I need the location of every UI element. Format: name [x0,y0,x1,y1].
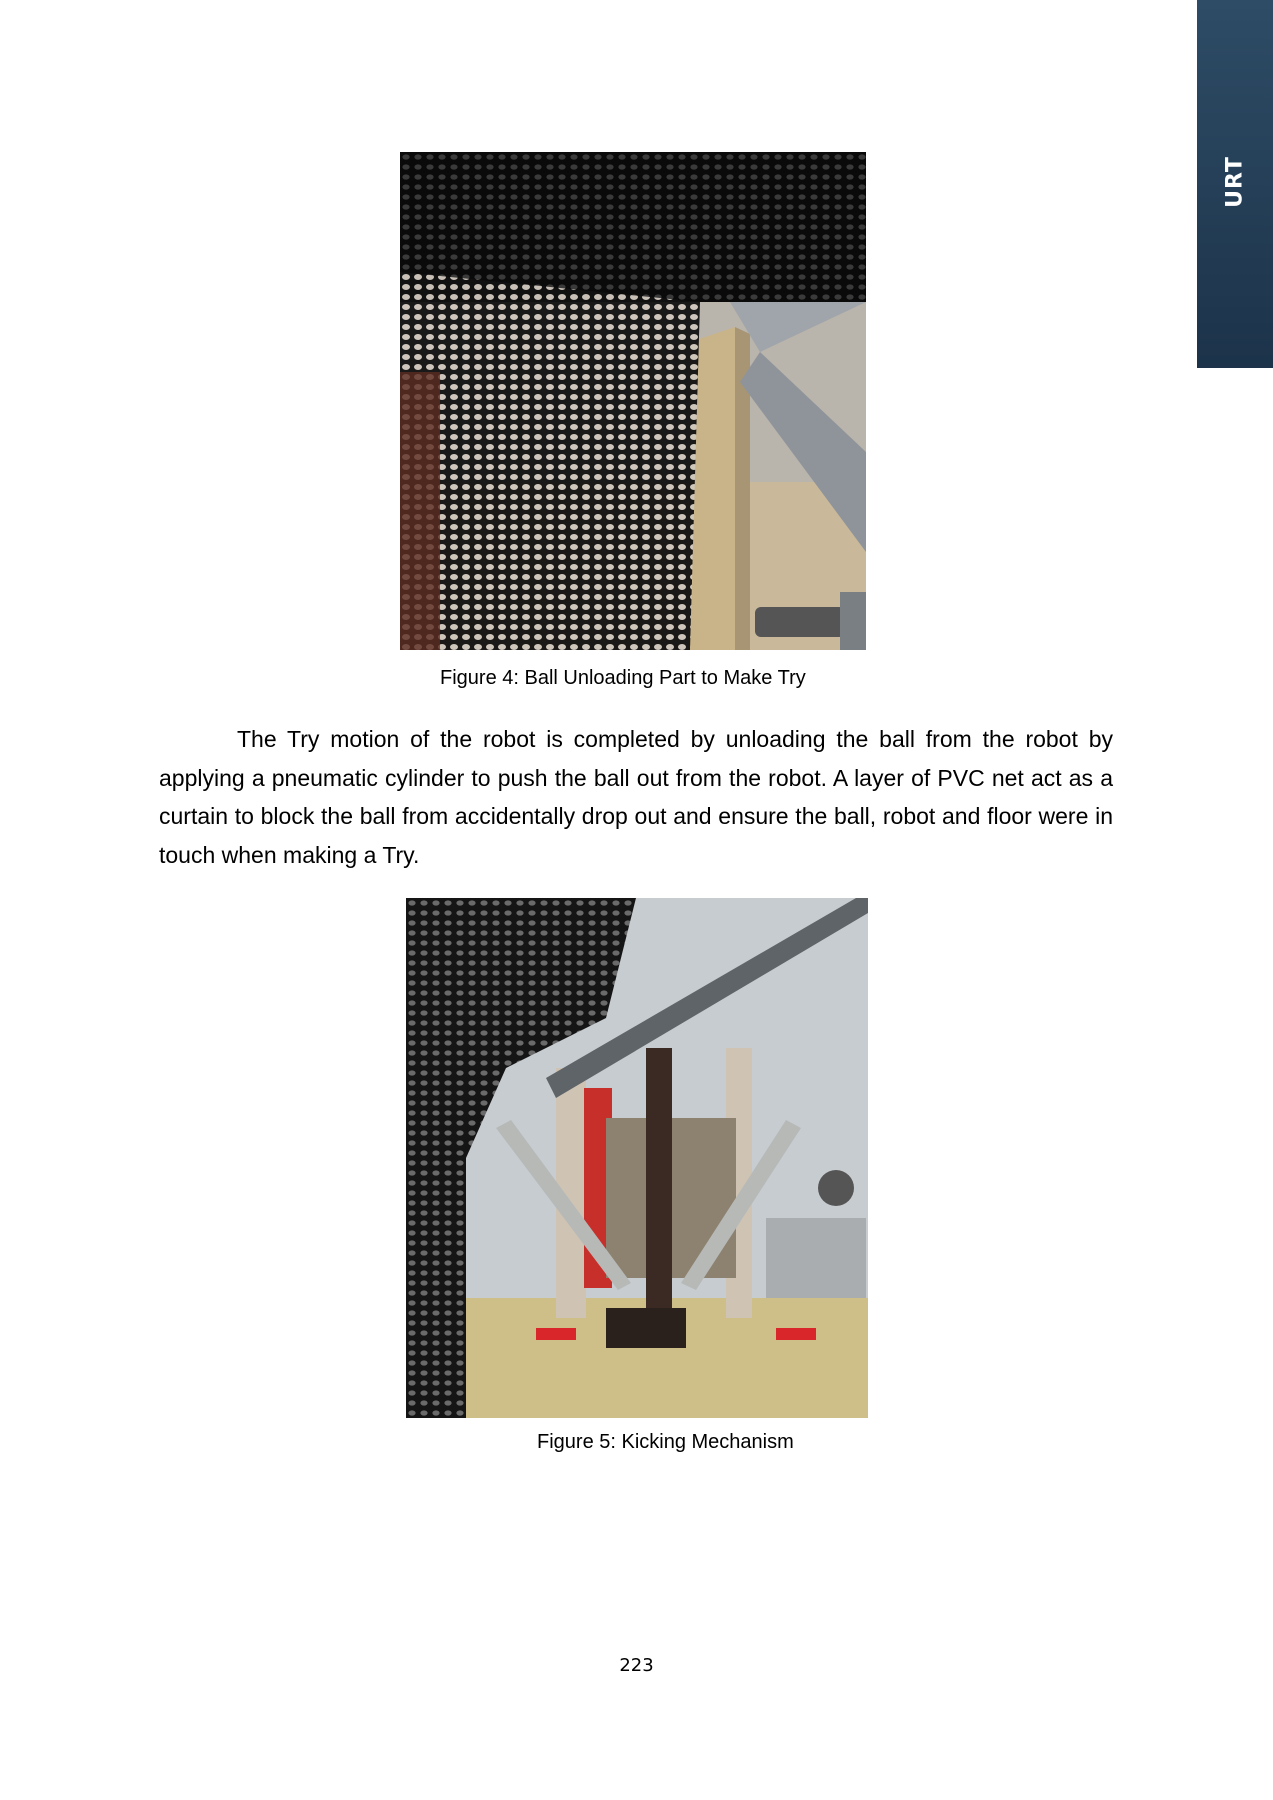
figure-5-illustration [406,898,868,1418]
section-side-tab [1197,0,1273,368]
section-label: URT [1222,156,1248,208]
figure-4-photo [400,152,866,650]
figure-5-photo [406,898,868,1418]
figure-5-caption: Figure 5: Kicking Mechanism [537,1431,794,1453]
figure-4-caption: Figure 4: Ball Unloading Part to Make Try [440,667,806,689]
page-number: 223 [619,1655,654,1676]
body-paragraph: The Try motion of the robot is completed by unloading the ball from the robot by applying a pneumatic cylinder to push the ball out from the robot. A layer of PVC net act as a curtain to block the ball from accidentally drop out and ensure the ball, robot and floor were in touch when making a Try. [159,726,1113,868]
figure-4-illustration [400,152,866,650]
